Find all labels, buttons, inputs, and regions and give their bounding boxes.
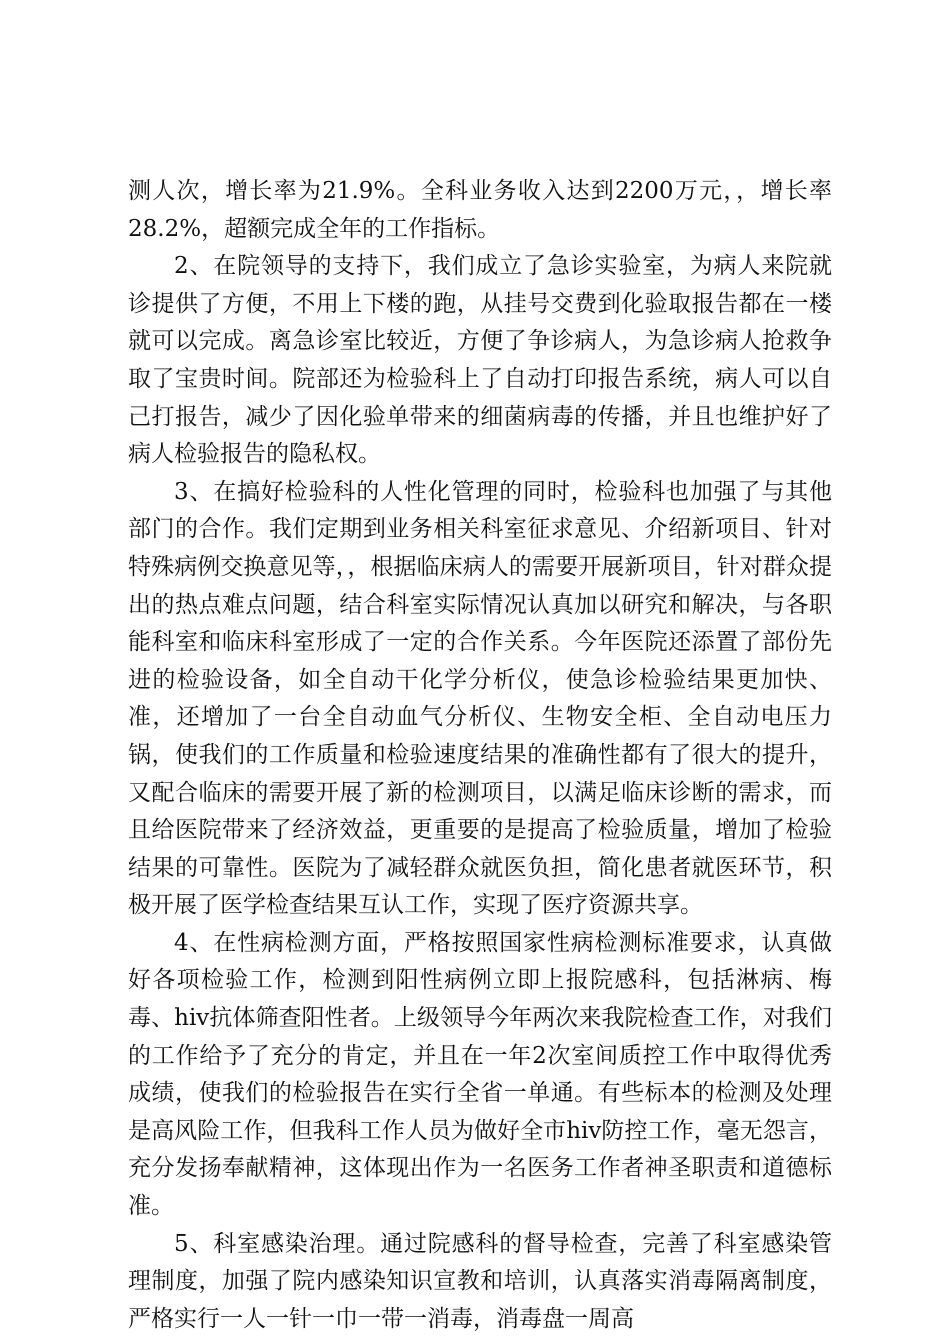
paragraph-continuation: 测人次，增长率为21.9%。全科业务收入达到2200万元，，增长率28.2%，超额完成全年的工作指标。 bbox=[128, 178, 832, 242]
document-body bbox=[128, 173, 832, 1338]
paragraph-item-3: 3、在搞好检验科的人性化管理的同时，检验科也加强了与其他部门的合作。我们定期到业务相关科室征求意见、介绍新项目、针对特殊病例交换意见等，，根据临床病人的需要开展新项目，针对群众提出的热点难点问题，结合科室实际情况认真加以研究和解决，与各职能科室和临床科室形成了一定的合作关系。今年医院还添置了部份先进的检验设备，如全自动干化学分析仪，使急诊检验结果更加快、准，还增加了一台全自动血气分析仪、生物安全柜、全自动电压力锅，使我们的工作质量和检验速度结果的准确性都有了很大的提升，又配合临床的需要开展了新的检测项目，以满足临床诊断的需求，而且给医院带来了经济效益，更重要的是提高了检验质量，增加了检验结果的可靠性。医院为了减轻群众就医负担，简化患者就医环节，积极开展了医学检查结果互认工作，实现了医疗资源共享。 bbox=[128, 478, 832, 919]
paragraph-item-5: 5、科室感染治理。通过院感科的督导检查，完善了科室感染管理制度，加强了院内感染知识宣教和培训，认真落实消毒隔离制度，严格实行一人一针一巾一带一消毒，消毒盘一周高 bbox=[128, 1230, 832, 1332]
paragraph-item-2: 2、在院领导的支持下，我们成立了急诊实验室，为病人来院就诊提供了方便，不用上下楼的跑，从挂号交费到化验取报告都在一楼就可以完成。离急诊室比较近，方便了争诊病人，为急诊病人抢救争取了宝贵时间。院部还为检验科上了自动打印报告系统，病人可以自己打报告，减少了因化验单带来的细菌病毒的传播，并且也维护好了病人检验报告的隐私权。 bbox=[128, 253, 832, 468]
paragraph-item-4: 4、在性病检测方面，严格按照国家性病检测标准要求，认真做好各项检验工作，检测到阳性病例立即上报院感科，包括淋病、梅毒、hiv抗体筛查阳性者。上级领导今年两次来我院检查工作，对我们的工作给予了充分的肯定，并且在一年2次室间质控工作中取得优秀成绩，使我们的检验报告在实行全省一单通。有些标本的检测及处理是高风险工作，但我科工作人员为做好全市hiv防控工作，毫无怨言，充分发扬奉献精神，这体现出作为一名医务工作者神圣职责和道德标准。 bbox=[128, 929, 832, 1220]
